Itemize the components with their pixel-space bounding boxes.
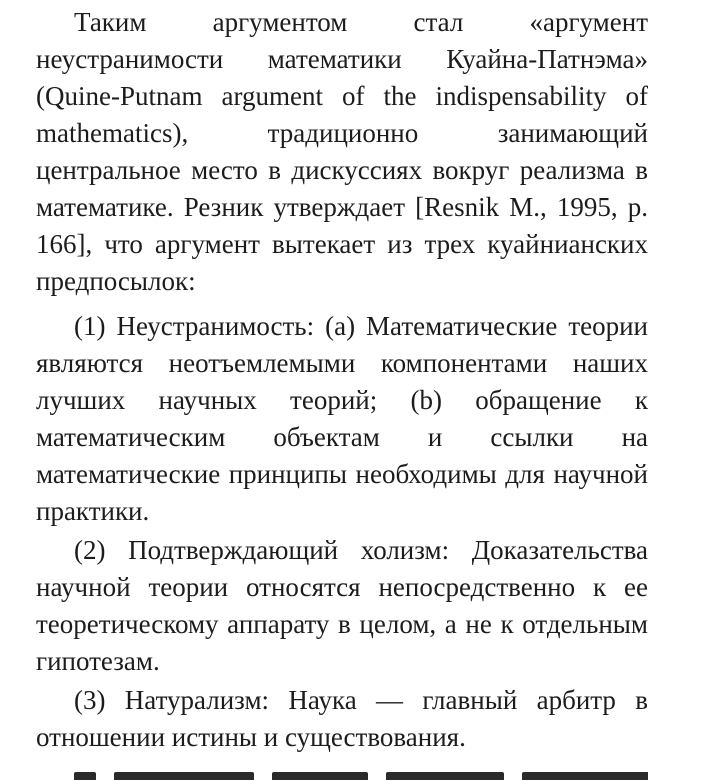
paragraph-intro: Таким аргументом стал «аргумент неустранимости математики Куайна-Патнэма» (Quine-Putnam argument of the indispensability of mathematics), традиционно занимающий центральное место в дискуссиях вокруг реализма в математике. Резник утверждает [Resnik M., 1995, p. 166], что аргумент вытекает из трех куайнианских предпосылок: [36,7,648,296]
paragraph-premise-holism: (2) Подтверждающий холизм: Доказательства научной теории относятся непосредственно к ее теоретическому аппарату в целом, а не к отдельным гипотезам. [36,535,648,676]
paragraph-premise-indispensability: (1) Неустранимость: (a) Математические теории являются неотъемлемыми компонентами наших лучших научных теорий; (b) обращение к математическим объектам и ссылки на математические принципы необходимы для научной практики. [36,311,648,526]
paragraph-premise-naturalism: (3) Натурализм: Наука — главный арбитр в отношении истины и существования. [36,685,648,752]
cut-off-glyph-tops [74,772,648,780]
cut-off-next-line [36,766,648,780]
document-page [36,4,648,756]
